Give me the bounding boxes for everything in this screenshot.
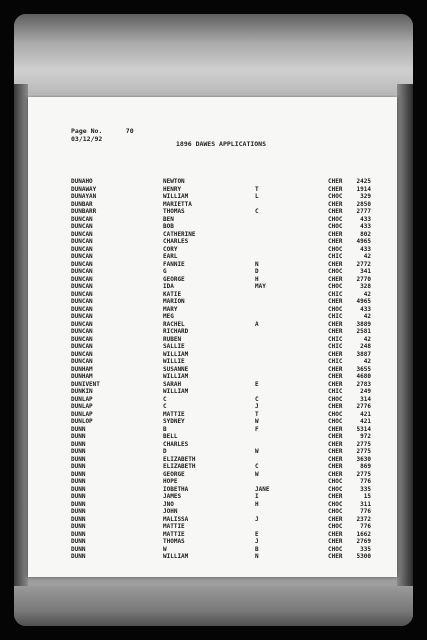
application-number: 2775 (356, 470, 371, 478)
first-name: IDA (163, 283, 174, 290)
application-number: 2850 (356, 200, 371, 208)
list-item (71, 538, 391, 546)
tribe-code: CHOC (328, 223, 343, 230)
list-item (71, 336, 391, 344)
last-name: DUNN (71, 523, 86, 530)
application-number: 2770 (356, 275, 371, 283)
first-name: ELIZABETH (163, 463, 196, 470)
last-name: DUNLOP (71, 418, 93, 425)
tribe-code: CHER (328, 320, 343, 328)
application-number: 1914 (356, 185, 371, 193)
list-item (71, 441, 391, 449)
application-number: 802 (360, 230, 371, 238)
last-name: DUNBAR (71, 200, 93, 208)
application-number: 421 (360, 410, 371, 418)
application-number: 3887 (356, 350, 371, 358)
tribe-code: CHOC (328, 268, 343, 275)
last-name: DUNCAN (71, 215, 93, 223)
first-name: RICHARD (163, 328, 189, 335)
middle-name: C (255, 463, 259, 470)
application-number: 335 (360, 545, 371, 553)
list-item (71, 246, 391, 254)
application-number: 3630 (356, 455, 371, 463)
last-name: DUNN (71, 478, 86, 485)
list-item (71, 546, 391, 554)
first-name: D (163, 448, 167, 455)
list-item (71, 351, 391, 359)
tribe-code: CHER (328, 448, 343, 455)
first-name: C (163, 395, 167, 403)
last-name: DUNLAP (71, 395, 93, 403)
last-name: DUNN (71, 440, 86, 448)
film-bottom-edge (14, 586, 413, 626)
tribe-code: CHIC (328, 358, 343, 365)
middle-name: C (255, 208, 259, 215)
list-item (71, 373, 391, 381)
list-item (71, 486, 391, 494)
tribe-code: CHER (328, 425, 343, 433)
application-number: 4965 (356, 238, 371, 245)
list-item (71, 553, 391, 561)
middle-name: B (255, 545, 259, 553)
list-item (71, 531, 391, 539)
page-title: 1896 DAWES APPLICATIONS (176, 140, 267, 148)
tribe-code: CHOC (328, 215, 343, 223)
list-item (71, 343, 391, 351)
application-number: 2776 (356, 403, 371, 410)
list-item (71, 208, 391, 216)
list-item (71, 471, 391, 479)
first-name: BELL (163, 433, 178, 440)
tribe-code: CHER (328, 530, 343, 538)
tribe-code: CHER (328, 403, 343, 410)
page-number: Page No. 70 (71, 127, 134, 135)
tribe-code: CHOC (328, 418, 343, 425)
list-item (71, 178, 391, 186)
last-name: DUNCAN (71, 313, 93, 320)
first-name: SYDNEY (163, 418, 185, 425)
list-item (71, 433, 391, 441)
tribe-code: CHOC (328, 485, 343, 493)
list-item (71, 448, 391, 456)
last-name: DUNCAN (71, 245, 93, 253)
last-name: DUNCAN (71, 335, 93, 343)
application-number: 1662 (356, 530, 371, 538)
list-item (71, 306, 391, 314)
last-name: DUNCAN (71, 290, 93, 298)
first-name: WILLIE (163, 358, 185, 365)
application-number: 2425 (356, 178, 371, 185)
last-name: DUNCAN (71, 358, 93, 365)
last-name: DUNCAN (71, 305, 93, 313)
list-item (71, 186, 391, 194)
first-name: MARION (163, 298, 185, 305)
last-name: DUNCAN (71, 268, 93, 275)
first-name: GEORGE (163, 470, 185, 478)
application-number: 433 (360, 215, 371, 223)
middle-name: E (255, 530, 259, 538)
last-name: DUNHAM (71, 365, 93, 373)
first-name: SARAH (163, 380, 182, 388)
last-name: DUNCAN (71, 275, 93, 283)
first-name: BOB (163, 223, 174, 230)
first-name: EARL (163, 253, 178, 260)
middle-name: D (255, 268, 259, 275)
list-item (71, 276, 391, 284)
application-number: 249 (360, 388, 371, 395)
middle-name: H (255, 500, 259, 508)
list-item (71, 523, 391, 531)
last-name: DUNN (71, 485, 86, 493)
list-item (71, 381, 391, 389)
first-name: SALLIE (163, 343, 185, 350)
tribe-code: CHIC (328, 343, 343, 350)
last-name: DUNAHO (71, 178, 93, 185)
first-name: WILLIAM (163, 193, 189, 200)
list-item (71, 313, 391, 321)
first-name: CHARLES (163, 238, 189, 245)
list-item (71, 508, 391, 516)
middle-name: W (255, 448, 259, 455)
application-number: 776 (360, 523, 371, 530)
tribe-code: CHER (328, 433, 343, 440)
application-number: 5314 (356, 425, 371, 433)
tribe-code: CHIC (328, 290, 343, 298)
tribe-code: CHOC (328, 305, 343, 313)
last-name: DUNN (71, 493, 86, 500)
tribe-code: CHER (328, 260, 343, 268)
application-number: 433 (360, 223, 371, 230)
first-name: MARY (163, 305, 178, 313)
middle-name: W (255, 470, 259, 478)
tribe-code: CHER (328, 440, 343, 448)
application-number: 2581 (356, 328, 371, 335)
tribe-code: CHER (328, 538, 343, 545)
list-item (71, 223, 391, 231)
list-item (71, 403, 391, 411)
list-item (71, 366, 391, 374)
application-number: 972 (360, 433, 371, 440)
list-item (71, 283, 391, 291)
list-item (71, 193, 391, 201)
last-name: DUNN (71, 470, 86, 478)
last-name: DUNN (71, 530, 86, 538)
application-number: 314 (360, 395, 371, 403)
tribe-code: CHOC (328, 245, 343, 253)
application-number: 15 (363, 493, 371, 500)
application-number: 335 (360, 485, 371, 493)
tribe-code: CHIC (328, 253, 343, 260)
last-name: DUNN (71, 433, 86, 440)
first-name: THOMAS (163, 538, 185, 545)
middle-name: JANE (255, 485, 270, 493)
list-item (71, 396, 391, 404)
first-name: THOMAS (163, 208, 185, 215)
last-name: DUNCAN (71, 230, 93, 238)
tribe-code: CHOC (328, 478, 343, 485)
tribe-code: CHIC (328, 388, 343, 395)
first-name: B (163, 425, 167, 433)
application-number: 2372 (356, 515, 371, 523)
middle-name: J (255, 403, 259, 410)
film-left-edge (14, 84, 28, 596)
list-item (71, 328, 391, 336)
last-name: DUNCAN (71, 260, 93, 268)
middle-name: MAY (255, 283, 266, 290)
middle-name: W (255, 418, 259, 425)
last-name: DUNN (71, 425, 86, 433)
application-number: 42 (363, 313, 371, 320)
first-name: RUBEN (163, 335, 182, 343)
tribe-code: CHOC (328, 193, 343, 200)
last-name: DUNAYAN (71, 193, 97, 200)
last-name: DUNAWAY (71, 185, 97, 193)
tribe-code: CHOC (328, 523, 343, 530)
middle-name: L (255, 193, 259, 200)
last-name: DUNCAN (71, 343, 93, 350)
list-item (71, 321, 391, 329)
list-item (71, 463, 391, 471)
last-name: DUNIVENT (71, 380, 100, 388)
application-number: 433 (360, 245, 371, 253)
first-name: BEN (163, 215, 174, 223)
first-name: CHARLES (163, 440, 189, 448)
first-name: IOBETHA (163, 485, 189, 493)
first-name: WILLIAM (163, 373, 189, 380)
list-item (71, 493, 391, 501)
tribe-code: CHOC (328, 500, 343, 508)
first-name: GEORGE (163, 275, 185, 283)
last-name: DUNCAN (71, 283, 93, 290)
tribe-code: CHOC (328, 545, 343, 553)
application-number: 341 (360, 268, 371, 275)
tribe-code: CHER (328, 553, 343, 560)
first-name: WILLIAM (163, 388, 189, 395)
tribe-code: CHER (328, 515, 343, 523)
middle-name: I (255, 493, 259, 500)
first-name: MATTIE (163, 410, 185, 418)
application-number: 4680 (356, 373, 371, 380)
list-item (71, 238, 391, 246)
middle-name: J (255, 538, 259, 545)
last-name: DUNKIN (71, 388, 93, 395)
application-number: 5300 (356, 553, 371, 560)
first-name: CATHERINE (163, 230, 196, 238)
application-number: 2783 (356, 380, 371, 388)
tribe-code: CHER (328, 328, 343, 335)
tribe-code: CHER (328, 463, 343, 470)
list-item (71, 231, 391, 239)
tribe-code: CHIC (328, 335, 343, 343)
tribe-code: CHER (328, 185, 343, 193)
first-name: JNO (163, 500, 174, 508)
list-item (71, 411, 391, 419)
last-name: DUNCAN (71, 298, 93, 305)
first-name: FANNIE (163, 260, 185, 268)
list-item (71, 216, 391, 224)
list-item (71, 418, 391, 426)
list-item (71, 268, 391, 276)
first-name: WILLIAM (163, 553, 189, 560)
application-number: 42 (363, 358, 371, 365)
application-number: 4965 (356, 298, 371, 305)
list-item (71, 478, 391, 486)
last-name: DUNN (71, 500, 86, 508)
tribe-code: CHER (328, 238, 343, 245)
tribe-code: CHER (328, 455, 343, 463)
last-name: DUNCAN (71, 328, 93, 335)
list-item (71, 388, 391, 396)
middle-name: J (255, 515, 259, 523)
last-name: DUNLAP (71, 403, 93, 410)
list-item (71, 201, 391, 209)
last-name: DUNLAP (71, 410, 93, 418)
middle-name: E (255, 380, 259, 388)
first-name: MATTIE (163, 523, 185, 530)
middle-name: N (255, 260, 259, 268)
tribe-code: CHER (328, 208, 343, 215)
first-name: JAMES (163, 493, 182, 500)
application-number: 2775 (356, 440, 371, 448)
page-date: 03/12/92 (71, 135, 103, 143)
application-number: 2775 (356, 448, 371, 455)
application-number: 2772 (356, 260, 371, 268)
application-number: 248 (360, 343, 371, 350)
last-name: DUNCAN (71, 238, 93, 245)
tribe-code: CHIC (328, 313, 343, 320)
first-name: W (163, 545, 167, 553)
tribe-code: CHER (328, 178, 343, 185)
tribe-code: CHOC (328, 395, 343, 403)
first-name: G (163, 268, 167, 275)
tribe-code: CHER (328, 380, 343, 388)
application-number: 3889 (356, 320, 371, 328)
application-number: 2777 (356, 208, 371, 215)
first-name: MARIETTA (163, 200, 192, 208)
tribe-code: CHER (328, 275, 343, 283)
first-name: MALISSA (163, 515, 189, 523)
tribe-code: CHOC (328, 410, 343, 418)
last-name: DUNCAN (71, 223, 93, 230)
first-name: HENRY (163, 185, 182, 193)
tribe-code: CHER (328, 200, 343, 208)
middle-name: F (255, 425, 259, 433)
first-name: C (163, 403, 167, 410)
list-item (71, 516, 391, 524)
last-name: DUNN (71, 463, 86, 470)
application-number: 776 (360, 478, 371, 485)
tribe-code: CHER (328, 365, 343, 373)
middle-name: T (255, 185, 259, 193)
first-name: RACHEL (163, 320, 185, 328)
first-name: MEG (163, 313, 174, 320)
document-page (28, 97, 397, 577)
tribe-code: CHOC (328, 283, 343, 290)
last-name: DUNN (71, 455, 86, 463)
application-number: 42 (363, 290, 371, 298)
application-number: 328 (360, 283, 371, 290)
application-number: 311 (360, 500, 371, 508)
tribe-code: CHOC (328, 508, 343, 515)
list-item (71, 253, 391, 261)
last-name: DUNCAN (71, 350, 93, 358)
tribe-code: CHER (328, 230, 343, 238)
last-name: DUNN (71, 553, 86, 560)
first-name: JOHN (163, 508, 178, 515)
last-name: DUNN (71, 508, 86, 515)
first-name: CORY (163, 245, 178, 253)
middle-name: C (255, 395, 259, 403)
application-number: 776 (360, 508, 371, 515)
application-number: 421 (360, 418, 371, 425)
list-item (71, 261, 391, 269)
first-name: ELIZABETH (163, 455, 196, 463)
list-item (71, 291, 391, 299)
last-name: DUNN (71, 538, 86, 545)
last-name: DUNN (71, 515, 86, 523)
first-name: MATTIE (163, 530, 185, 538)
tribe-code: CHER (328, 493, 343, 500)
tribe-code: CHER (328, 350, 343, 358)
application-number: 3655 (356, 365, 371, 373)
list-item (71, 426, 391, 434)
list-item (71, 456, 391, 464)
last-name: DUNN (71, 448, 86, 455)
first-name: HOPE (163, 478, 178, 485)
list-item (71, 358, 391, 366)
last-name: DUNN (71, 545, 86, 553)
tribe-code: CHER (328, 298, 343, 305)
last-name: DUNBARR (71, 208, 97, 215)
middle-name: A (255, 320, 259, 328)
last-name: DUNCAN (71, 253, 93, 260)
list-item (71, 298, 391, 306)
application-number: 2769 (356, 538, 371, 545)
film-top-edge (14, 14, 413, 94)
records-list (71, 178, 391, 561)
middle-name: H (255, 275, 259, 283)
first-name: KATIE (163, 290, 182, 298)
tribe-code: CHER (328, 470, 343, 478)
first-name: SUSANNE (163, 365, 189, 373)
application-number: 433 (360, 305, 371, 313)
application-number: 329 (360, 193, 371, 200)
film-right-edge (397, 84, 413, 596)
last-name: DUNHAM (71, 373, 93, 380)
application-number: 869 (360, 463, 371, 470)
page-header (28, 97, 397, 157)
tribe-code: CHER (328, 373, 343, 380)
middle-name: N (255, 553, 259, 560)
first-name: NEWTON (163, 178, 185, 185)
list-item (71, 501, 391, 509)
application-number: 42 (363, 253, 371, 260)
application-number: 42 (363, 335, 371, 343)
last-name: DUNCAN (71, 320, 93, 328)
middle-name: T (255, 410, 259, 418)
first-name: WILLIAM (163, 350, 189, 358)
